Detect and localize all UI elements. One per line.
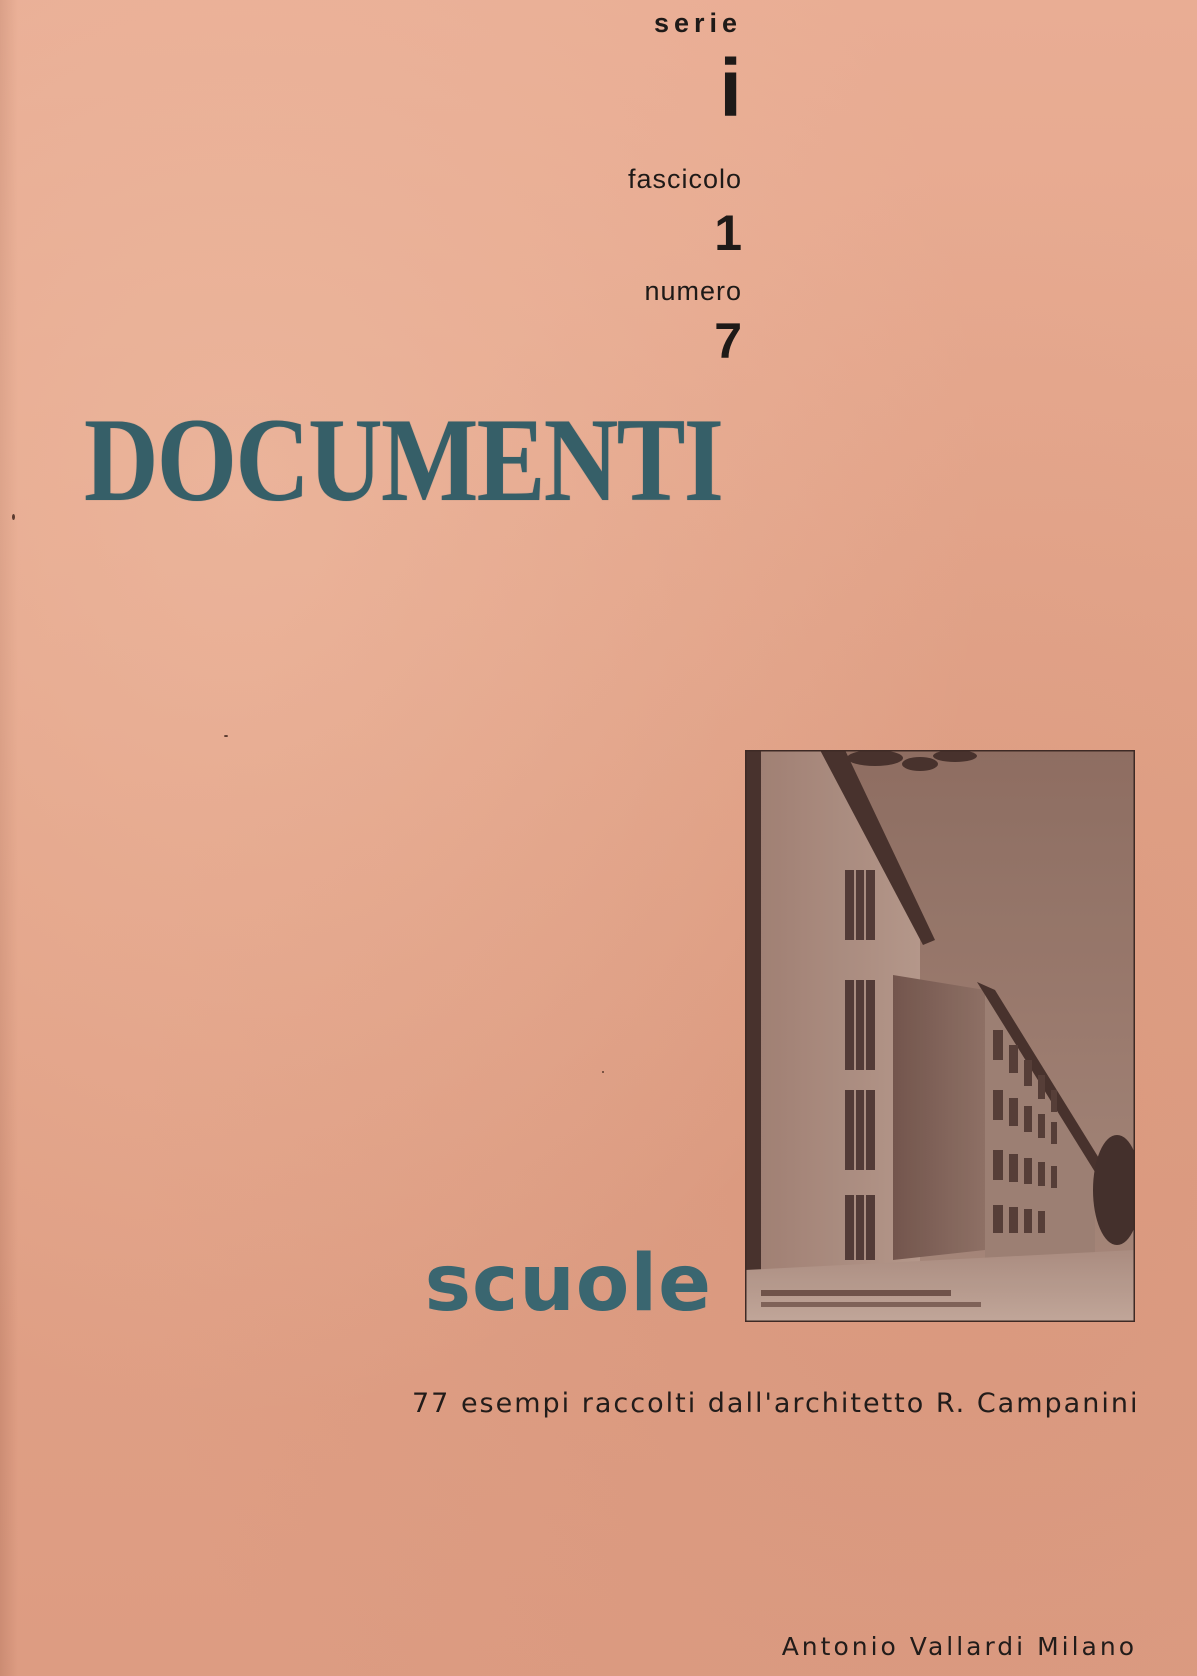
paper-speck [12,514,15,520]
paper-speck [224,735,228,737]
cover-title: DOCUMENTI [84,393,723,526]
fascicolo-value: 1 [714,205,742,261]
cover-subtitle: 77 esempi raccolti dall'architetto R. Campanini [412,1388,1140,1419]
cover-subject: scuole [424,1239,712,1329]
publisher-imprint: Antonio Vallardi Milano [781,1632,1137,1661]
fascicolo-label: fascicolo [627,164,742,194]
paper-speck [602,1071,604,1073]
numero-label: numero [644,276,742,306]
school-building-photo-icon [745,750,1135,1322]
serie-label: serie [653,8,742,38]
numero-value: 7 [714,313,742,369]
serie-value: i [719,43,742,134]
